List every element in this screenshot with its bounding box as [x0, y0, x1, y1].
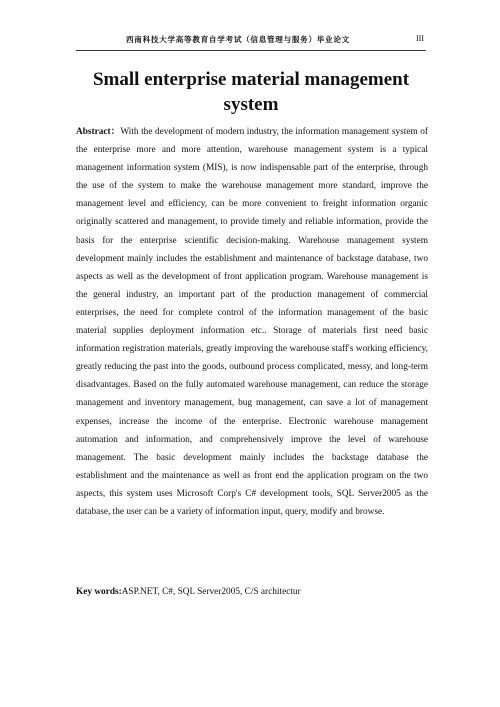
abstract-label: Abstract： — [76, 127, 121, 137]
page-header — [76, 32, 426, 51]
keywords-line — [76, 583, 428, 601]
keywords-label: Key words: — [76, 587, 122, 597]
header-title: 西南科技大学高等教育自学考试（信息管理与服务）毕业论文 — [126, 35, 350, 44]
page-number: III — [416, 34, 424, 43]
abstract-paragraph — [76, 123, 428, 521]
abstract-text: With the development of modern industry, the information management system of the enterprise more and more attention, warehouse management system is a typical management information system (MIS), is now indispensable part of the enterprise, through the use of the system to make the warehouse management more standard, improve the management level and efficiency, can be more convenient to freight information organic originally scattered and management, to provide timely and reliable information, provide the basis for the enterprise scientific decision-making. Warehouse management system development mainly includes the establishment and maintenance of backstage database, two aspects as well as the development of front application program. Warehouse management is the general industry, an important part of the production management of commercial enterprises, the need for complete control of the information management of the basic material supplies deployment information etc.. Storage of materials first need basic information registration materials, greatly improving the warehouse staff's working efficiency, greatly reducing the past into the goods, outbound process complicated, messy, and long-term disadvantages. Based on the fully automated warehouse management, can reduce the storage management and inventory management, bug management, can save a lot of management expenses, increase the income of the enterprise. Electronic warehouse management automation and information, and comprehensively improve the level of warehouse management. The basic development mainly includes the backstage database the establishment and the maintenance as well as front end the application program on the two aspects, this system uses Microsoft Corp's C# development tools, SQL Server2005 as the database, the user can be a variety of information input, query, modify and browse. — [76, 127, 428, 517]
document-title: Small enterprise material management system — [92, 69, 410, 115]
keywords-text: ASP.NET, C#, SQL Server2005, C/S architectur — [121, 587, 301, 597]
